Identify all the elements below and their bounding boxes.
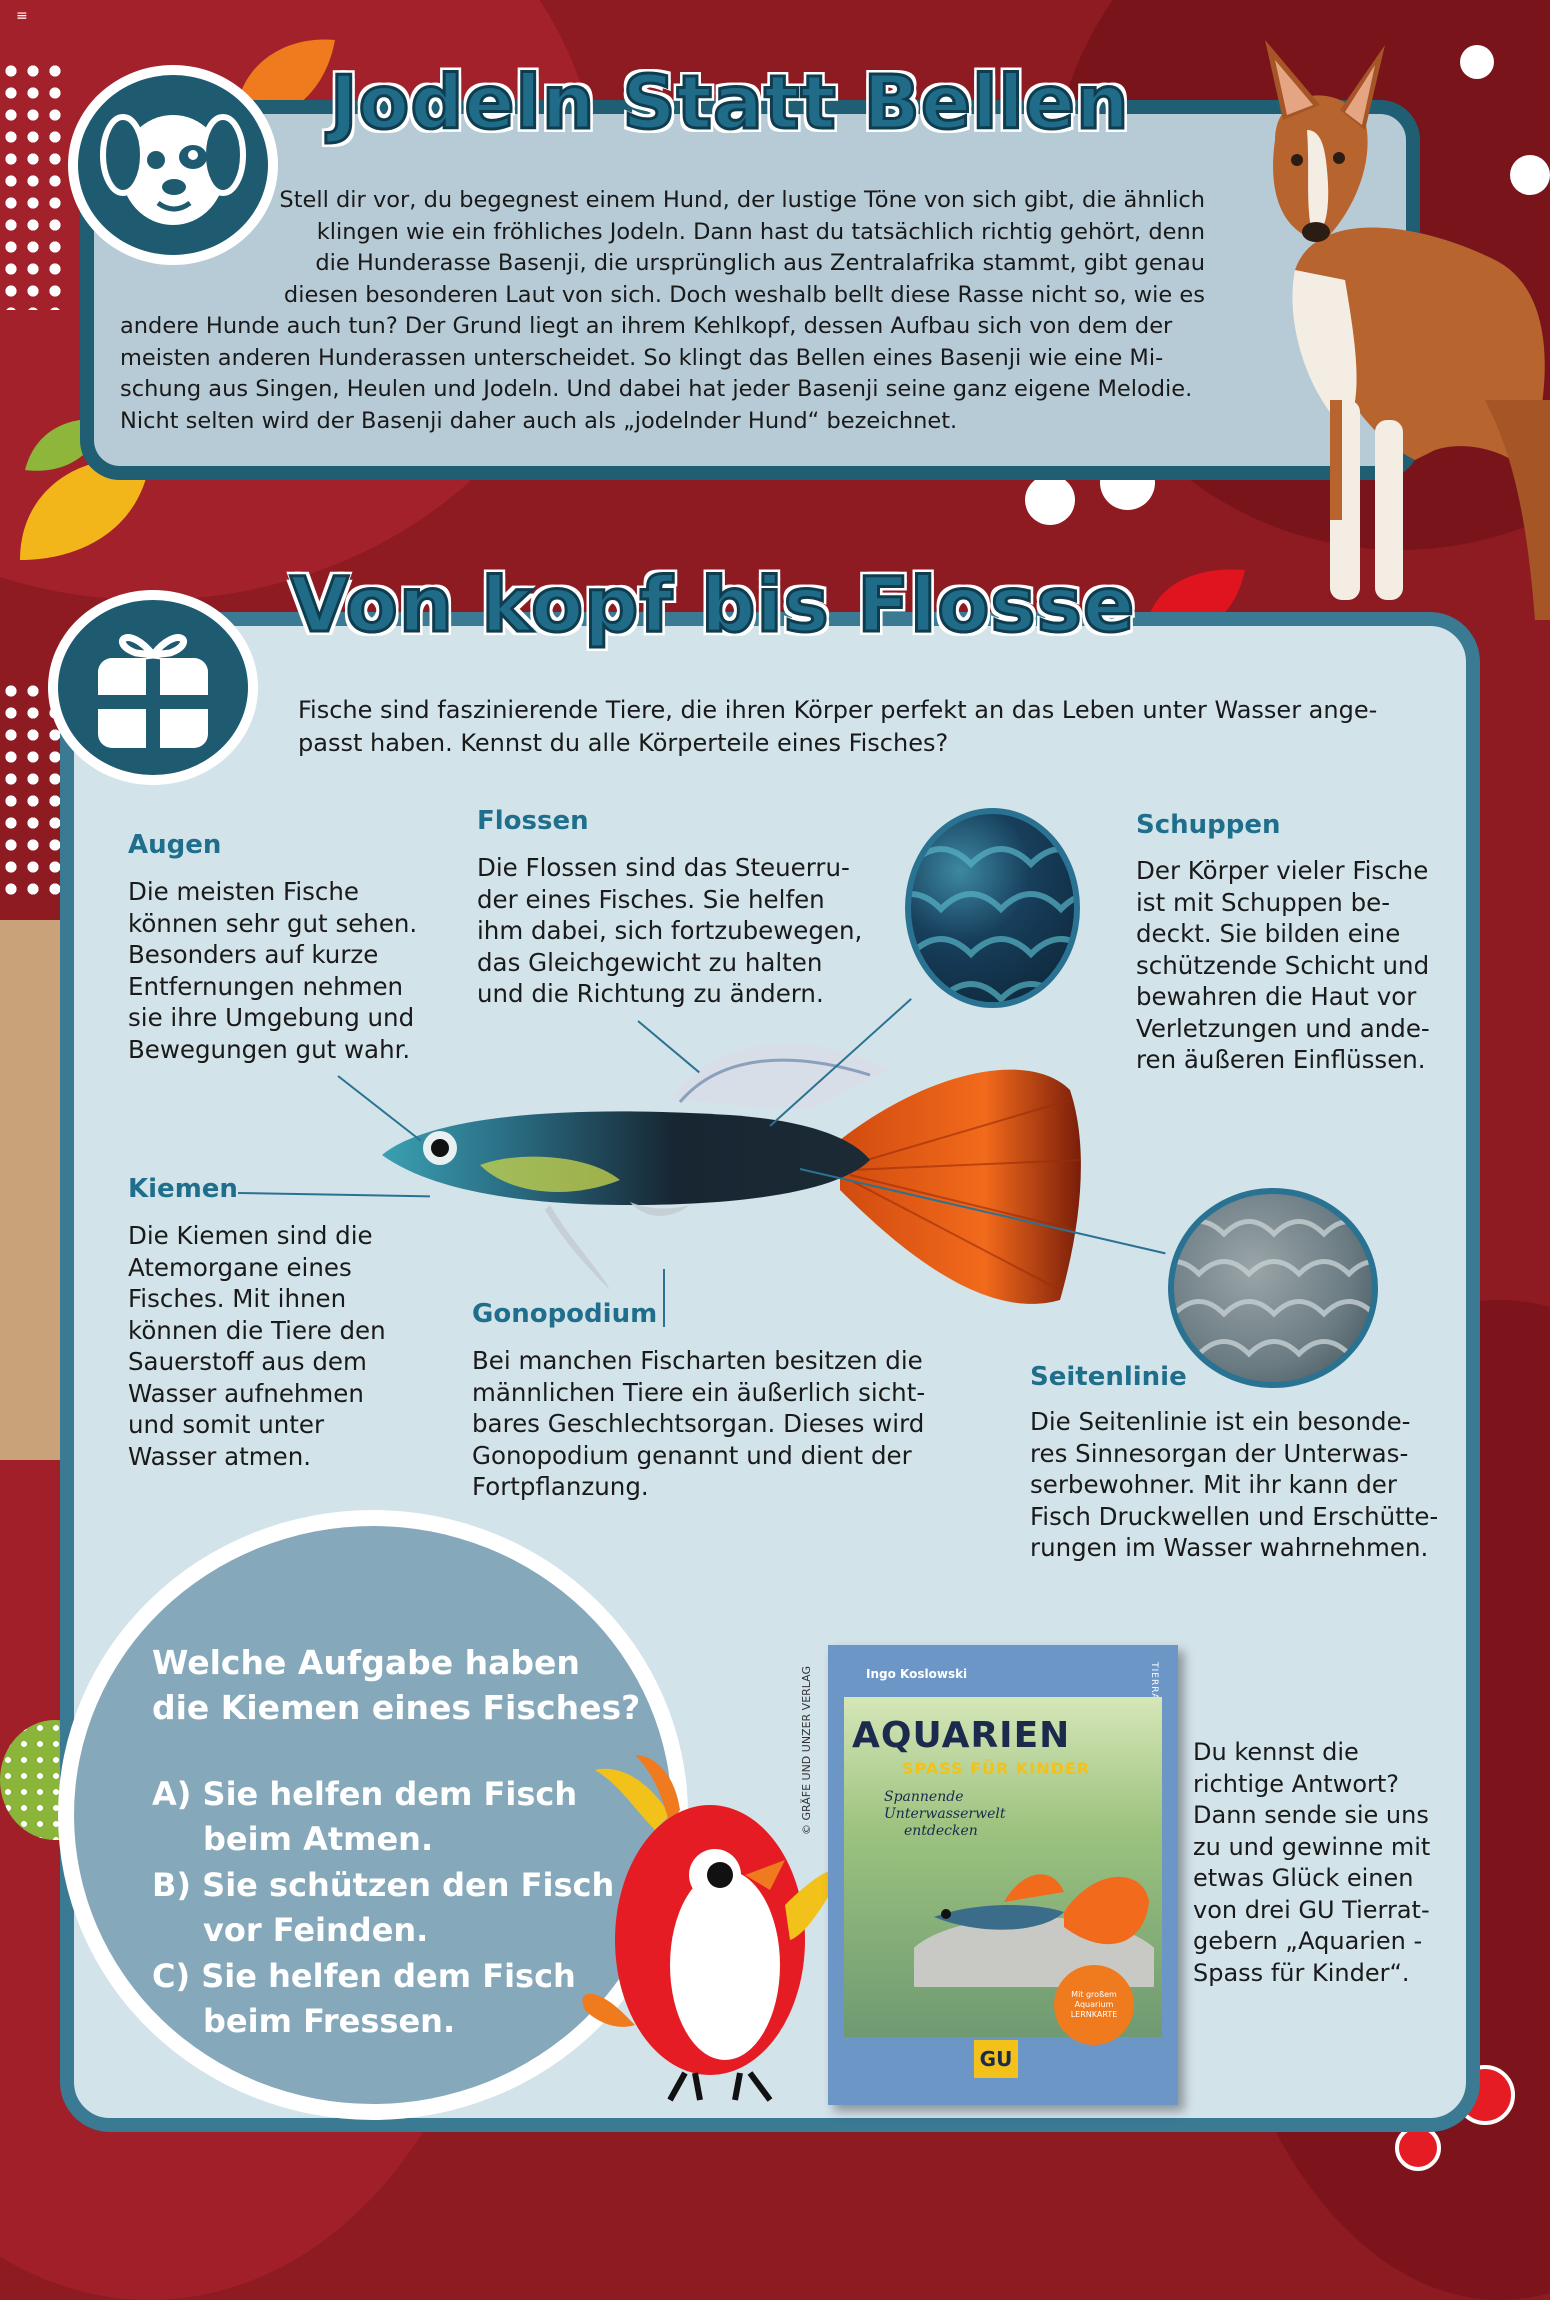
flossen-heading: Flossen — [477, 806, 589, 836]
text-line: Der Körper vieler Fische — [1136, 856, 1429, 885]
answer-text: beim Atmen. — [203, 1820, 434, 1858]
text-line: das Gleichgewicht zu halten — [477, 947, 823, 977]
text-line: Fisch Druckwellen und Erschütte- — [1030, 1501, 1439, 1531]
text-line: serbewohner. Mit ihr kann der — [1030, 1470, 1397, 1499]
lateral-line-closeup-image — [1168, 1188, 1378, 1388]
kiemen-heading: Kiemen — [128, 1174, 238, 1204]
quiz-question — [152, 1640, 640, 1730]
quiz-question-line: Welche Aufgabe haben — [152, 1643, 580, 1682]
augen-heading: Augen — [128, 830, 222, 860]
text-line: Bewegungen gut wahr. — [128, 1034, 411, 1064]
text-line: sie ihre Umgebung und — [128, 1003, 415, 1032]
section1-line: schung aus Singen, Heulen und Jodeln. Und dabei hat jeder Basenji seine ganz eigene Melodie. — [120, 376, 1193, 402]
text-line: richtige Antwort? — [1193, 1769, 1400, 1798]
gonopodium-leader-line — [663, 1269, 665, 1327]
text-line: Spass für Kinder“. — [1193, 1958, 1410, 1987]
gonopodium-heading: Gonopodium — [472, 1299, 658, 1329]
kiemen-text — [128, 1220, 386, 1472]
quiz-answer-b[interactable] — [152, 1863, 614, 1953]
prize-text — [1193, 1737, 1430, 1989]
text-line: res Sinnesorgan der Unterwas- — [1030, 1438, 1409, 1468]
text-line: etwas Glück einen — [1193, 1864, 1414, 1892]
quiz-question-line: die Kiemen eines Fisches? — [152, 1688, 641, 1727]
sticker-line: Mit großem — [1071, 1990, 1117, 1999]
answer-text: beim Fressen. — [203, 2002, 456, 2040]
text-line: und somit unter — [128, 1410, 325, 1439]
answer-text: Sie helfen dem Fisch — [201, 1957, 576, 1995]
bubble — [1025, 475, 1075, 525]
scales-closeup-image — [905, 808, 1080, 1008]
seitenlinie-text — [1030, 1406, 1438, 1564]
flossen-text — [477, 852, 862, 1010]
text-line: Die meisten Fische — [128, 877, 359, 906]
dot-pattern — [0, 60, 70, 310]
tagline-line: entdecken — [904, 1823, 978, 1839]
text-line: Die Seitenlinie ist ein besonde- — [1030, 1407, 1411, 1436]
schuppen-text — [1136, 855, 1430, 1076]
text-line: können sehr gut sehen. — [128, 908, 418, 938]
book-cover[interactable] — [828, 1645, 1178, 2105]
text-line: Atemorgane eines — [128, 1252, 352, 1282]
gonopodium-text — [472, 1345, 925, 1503]
answer-letter: B) — [152, 1866, 192, 1904]
text-line: ist mit Schuppen be- — [1136, 887, 1391, 917]
intro-line: passt haben. Kennst du alle Körperteile eines Fisches? — [298, 729, 949, 757]
text-line: Fortpflanzung. — [472, 1472, 649, 1501]
text-line: rungen im Wasser wahrnehmen. — [1030, 1533, 1429, 1562]
cardboard-strip — [0, 920, 66, 1460]
text-line: Wasser atmen. — [128, 1441, 312, 1471]
section1-text — [120, 185, 1205, 437]
text-line: Dann sende sie uns — [1193, 1801, 1429, 1829]
text-line: bewahren die Haut vor — [1136, 982, 1417, 1011]
book-guppy-image — [914, 1847, 1154, 1987]
text-line: Entfernungen nehmen — [128, 971, 404, 1001]
section1-line: die Hunderasse Basenji, die ursprünglich aus Zentralafrika stammt, gibt genau — [315, 250, 1205, 276]
sticker-line: Aquarium — [1074, 2000, 1114, 2009]
answer-letter: A) — [152, 1775, 192, 1813]
gift-badge — [48, 590, 258, 785]
basenji-dog-image — [1235, 20, 1550, 620]
text-line: von drei GU Tierrat- — [1193, 1895, 1430, 1924]
quiz-answer-c[interactable] — [152, 1954, 576, 2044]
text-line: Wasser aufnehmen — [128, 1378, 364, 1408]
tagline-line: Unterwasserwelt — [884, 1806, 1006, 1822]
seitenlinie-heading: Seitenlinie — [1030, 1362, 1187, 1392]
book-credit: © GRÄFE UND UNZER VERLAG — [800, 1665, 813, 1835]
text-line: Besonders auf kurze — [128, 940, 379, 969]
text-line: Du kennst die — [1193, 1738, 1359, 1766]
intro-line: Fische sind faszinierende Tiere, die ihren Körper perfekt an das Leben unter Wasser ange- — [298, 696, 1378, 724]
text-line: Sauerstoff aus dem — [128, 1347, 367, 1376]
text-line: der eines Fisches. Sie helfen — [477, 884, 825, 914]
text-line: männlichen Tiere ein äußerlich sicht- — [472, 1377, 926, 1407]
section1-line: Stell dir vor, du begegnest einem Hund, der lustige Töne von sich gibt, die ähnlich — [279, 187, 1205, 213]
section2-intro — [298, 694, 1377, 760]
book-author: Ingo Koslowski — [866, 1667, 968, 1681]
schuppen-heading: Schuppen — [1136, 810, 1281, 840]
text-line: und die Richtung zu ändern. — [477, 979, 824, 1008]
text-line: schützende Schicht und — [1136, 950, 1430, 980]
text-line: Die Flossen sind das Steuerru- — [477, 853, 850, 882]
gift-icon — [88, 623, 218, 753]
book-subtitle: SPASS FÜR KINDER — [902, 1759, 1091, 1778]
section1-line: klingen wie ein fröhliches Jodeln. Dann hast du tatsächlich richtig gehört, denn — [316, 218, 1205, 245]
text-line: können die Tiere den — [128, 1315, 386, 1345]
text-line: Die Kiemen sind die — [128, 1221, 373, 1250]
section1-line: diesen besonderen Laut von sich. Doch weshalb bellt diese Rasse nicht so, wie es — [283, 281, 1205, 308]
quiz-answer-a[interactable] — [152, 1772, 577, 1862]
guppy-fish-image — [370, 1030, 1100, 1330]
book-image-area — [844, 1697, 1162, 2037]
section1-line: andere Hunde auch tun? Der Grund liegt an ihrem Kehlkopf, dessen Aufbau sich von dem der — [120, 313, 1173, 339]
text-line: Bei manchen Fischarten besitzen die — [472, 1346, 923, 1375]
book-title: AQUARIEN — [852, 1715, 1071, 1756]
answer-letter: C) — [152, 1957, 191, 1995]
text-line: ren äußeren Einflüssen. — [1136, 1045, 1426, 1074]
text-line: deckt. Sie bilden eine — [1136, 919, 1401, 948]
section1-line: meisten anderen Hunderassen unterscheidet. So klingt das Bellen eines Basenji wie eine Mi- — [120, 344, 1164, 371]
text-line: zu und gewinne mit — [1193, 1832, 1431, 1861]
text-line: Gonopodium genannt und dient der — [472, 1440, 912, 1470]
text-line: Verletzungen und ande- — [1136, 1013, 1430, 1043]
book-sticker — [1054, 1965, 1134, 2045]
sticker-line: LERNKARTE — [1070, 2010, 1118, 2019]
tagline-line: Spannende — [884, 1789, 964, 1805]
section1-line: Nicht selten wird der Basenji daher auch als „jodelnder Hund“ bezeichnet. — [120, 407, 958, 434]
gu-logo: GU — [974, 2040, 1018, 2078]
answer-text: Sie helfen dem Fisch — [202, 1775, 578, 1813]
text-line: bares Geschlechtsorgan. Dieses wird — [472, 1409, 925, 1438]
section2-title: Von kopf bis Flosse — [290, 560, 1136, 649]
answer-text: vor Feinden. — [203, 1911, 429, 1949]
section1-title: Jodeln Statt Bellen — [330, 60, 1130, 146]
text-line: gebern „Aquarien - — [1193, 1927, 1423, 1955]
text-line: Fisches. Mit ihnen — [128, 1284, 347, 1313]
text-line: ihm dabei, sich fortzubewegen, — [477, 916, 863, 945]
top-marker: ≡ — [16, 8, 28, 24]
answer-text: Sie schützen den Fisch — [202, 1866, 615, 1904]
book-tagline — [884, 1789, 1005, 1840]
